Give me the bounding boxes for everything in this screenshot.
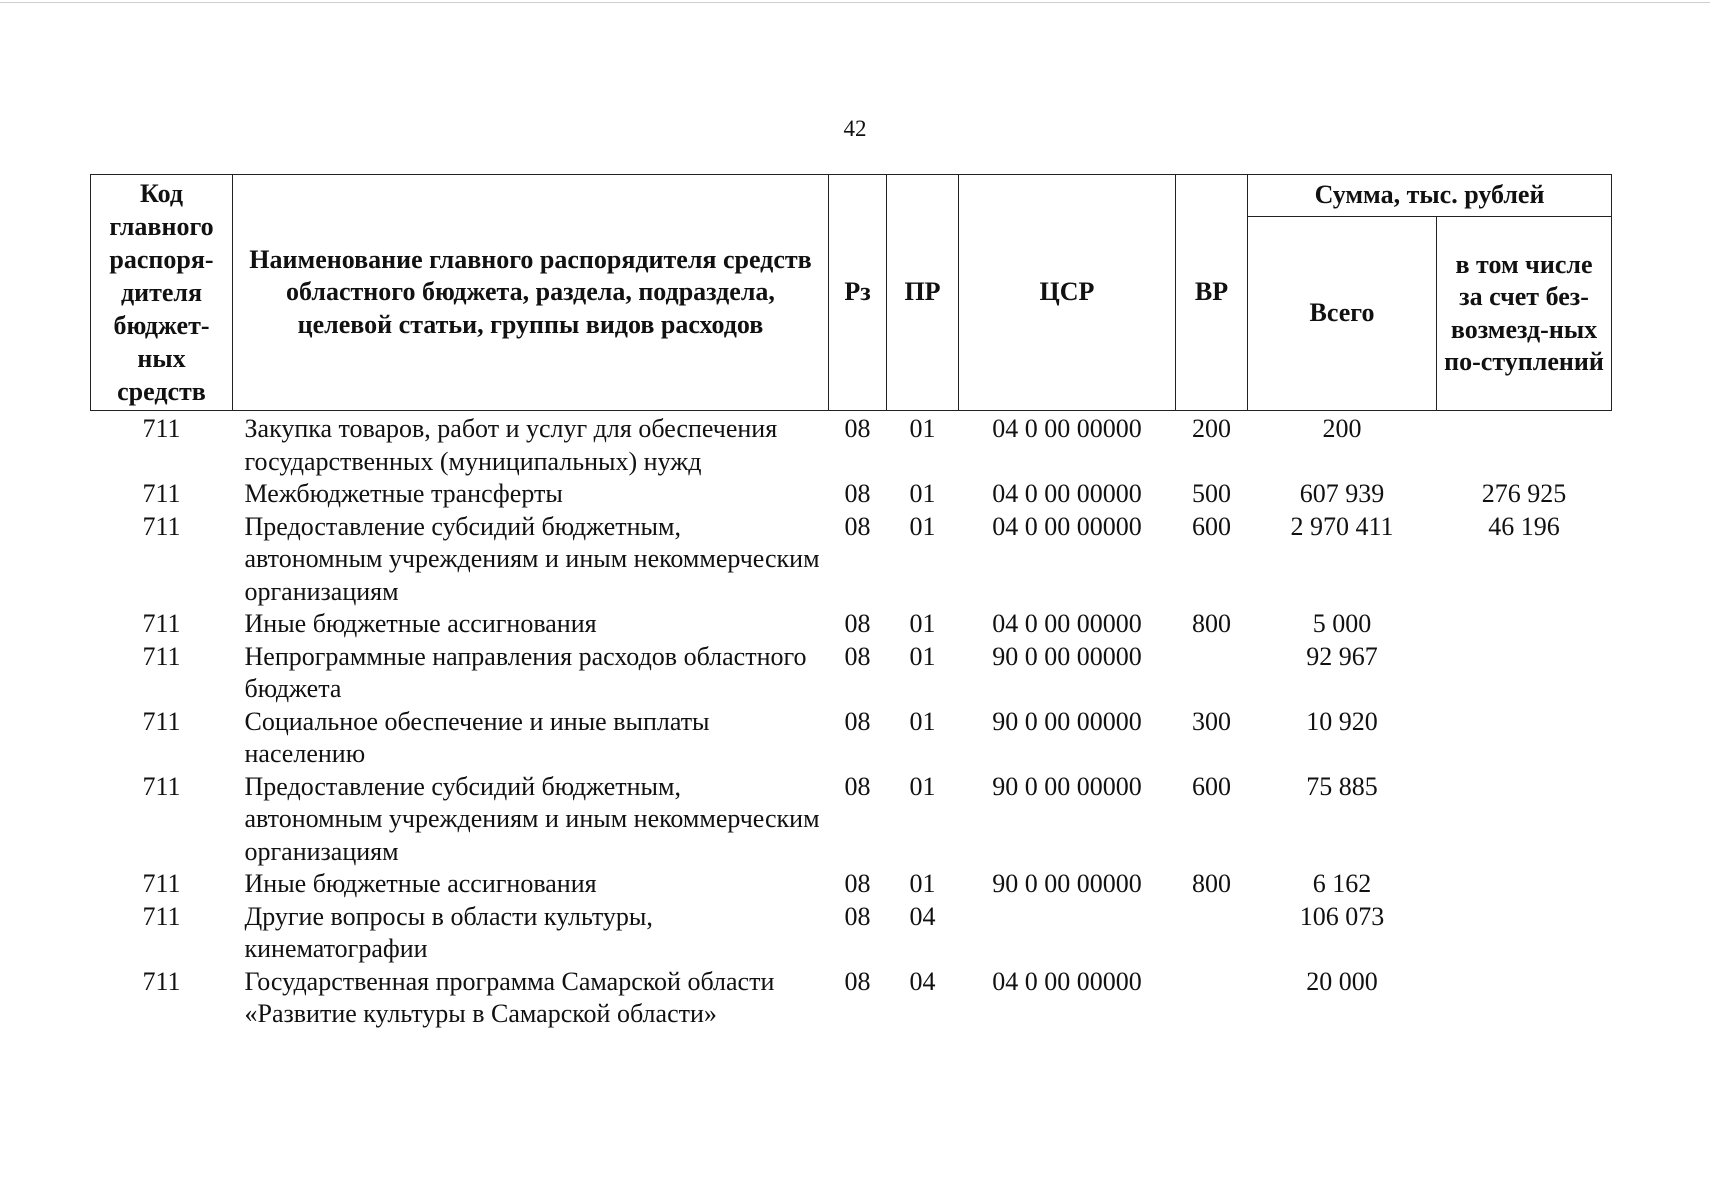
cell-csr: 90 0 00 00000 [992, 641, 1142, 671]
cell-rz: 08 [844, 901, 871, 931]
cell-grants: 276 925 [1481, 479, 1567, 509]
cell-csr: 90 0 00 00000 [992, 706, 1142, 736]
cell-csr: 04 0 00 00000 [992, 479, 1142, 509]
table-body [91, 411, 1612, 1031]
table-row [91, 411, 1612, 479]
cell-pr: 04 [909, 966, 936, 996]
cell-rz: 08 [844, 966, 871, 996]
cell-csr [959, 901, 1176, 966]
cell-rz: 08 [844, 869, 871, 899]
cell-vr: 800 [1192, 869, 1231, 899]
cell-code: 711 [142, 511, 181, 541]
cell-total: 75 885 [1306, 771, 1378, 801]
cell-name: Предоставление субсидий бюджетным, автономным учреждениям и иным некоммерческим организациям [244, 771, 820, 866]
cell-total: 106 073 [1299, 901, 1385, 931]
table-row [91, 966, 1612, 1031]
cell-vr: 600 [1192, 771, 1231, 801]
table-row [91, 868, 1612, 901]
cell-grants [1437, 608, 1612, 641]
table-row [91, 608, 1612, 641]
cell-name: Другие вопросы в области культуры, кинематографии [244, 901, 653, 964]
cell-pr: 01 [909, 479, 936, 509]
cell-rz: 08 [844, 414, 871, 444]
cell-vr [1176, 641, 1248, 706]
cell-grants [1437, 868, 1612, 901]
table-row [91, 706, 1612, 771]
cell-name: Непрограммные направления расходов областного бюджета [244, 641, 807, 704]
header-code: Код главного распоря-дителя бюджет-ных средств [91, 175, 233, 411]
cell-rz: 08 [844, 641, 871, 671]
cell-total: 92 967 [1306, 641, 1378, 671]
cell-pr: 01 [909, 609, 936, 639]
cell-total: 20 000 [1306, 966, 1378, 996]
cell-rz: 08 [844, 706, 871, 736]
cell-grants [1437, 771, 1612, 869]
cell-vr: 800 [1192, 609, 1231, 639]
cell-pr: 01 [909, 706, 936, 736]
cell-code: 711 [142, 966, 181, 996]
header-vr: ВР [1176, 175, 1248, 411]
table-row [91, 771, 1612, 869]
table-header [91, 175, 1612, 411]
cell-code: 711 [142, 706, 181, 736]
cell-csr: 04 0 00 00000 [992, 414, 1142, 444]
table-row [91, 478, 1612, 511]
cell-rz: 08 [844, 771, 871, 801]
cell-grants [1437, 706, 1612, 771]
cell-csr: 90 0 00 00000 [992, 869, 1142, 899]
budget-table-container [90, 174, 1611, 1031]
cell-code: 711 [142, 869, 181, 899]
cell-grants [1437, 901, 1612, 966]
cell-vr: 600 [1192, 511, 1231, 541]
cell-pr: 01 [909, 869, 936, 899]
cell-rz: 08 [844, 609, 871, 639]
cell-total: 5 000 [1312, 609, 1372, 639]
cell-csr: 04 0 00 00000 [992, 966, 1142, 996]
cell-vr: 300 [1192, 706, 1231, 736]
cell-code: 711 [142, 609, 181, 639]
header-csr: ЦСР [959, 175, 1176, 411]
cell-total: 2 970 411 [1290, 511, 1394, 541]
page-number: 42 [843, 116, 867, 141]
cell-vr: 200 [1192, 414, 1231, 444]
cell-name: Межбюджетные трансферты [244, 479, 563, 509]
cell-name: Предоставление субсидий бюджетным, автономным учреждениям и иным некоммерческим организациям [244, 511, 820, 606]
cell-csr: 04 0 00 00000 [992, 609, 1142, 639]
cell-grants: 46 196 [1488, 511, 1560, 541]
cell-name: Государственная программа Самарской области «Развитие культуры в Самарской области» [244, 966, 775, 1029]
cell-vr [1176, 901, 1248, 966]
cell-total: 6 162 [1312, 869, 1372, 899]
cell-code: 711 [142, 641, 181, 671]
cell-code: 711 [142, 479, 181, 509]
header-total: Всего [1248, 217, 1437, 411]
cell-pr: 04 [909, 901, 936, 931]
cell-pr: 01 [909, 414, 936, 444]
cell-pr: 01 [909, 771, 936, 801]
cell-total: 607 939 [1299, 479, 1385, 509]
cell-grants [1437, 411, 1612, 479]
header-name: Наименование главного распорядителя средств областного бюджета, раздела, подраздела, целевой статьи, группы видов расходов [233, 175, 829, 411]
cell-rz: 08 [844, 511, 871, 541]
table-row [91, 901, 1612, 966]
cell-pr: 01 [909, 511, 936, 541]
header-rz: Рз [829, 175, 887, 411]
cell-vr: 500 [1192, 479, 1231, 509]
cell-grants [1437, 641, 1612, 706]
header-pr: ПР [887, 175, 959, 411]
cell-total: 200 [1322, 414, 1362, 444]
cell-pr: 01 [909, 641, 936, 671]
cell-name: Иные бюджетные ассигнования [244, 609, 597, 639]
cell-code: 711 [142, 414, 181, 444]
table-row [91, 641, 1612, 706]
scan-edge-line [0, 2, 1710, 3]
cell-name: Иные бюджетные ассигнования [244, 869, 597, 899]
cell-code: 711 [142, 771, 181, 801]
cell-grants [1437, 966, 1612, 1031]
cell-csr: 04 0 00 00000 [992, 511, 1142, 541]
cell-csr: 90 0 00 00000 [992, 771, 1142, 801]
header-grants: в том числе за счет без-возмезд-ных по-ступлений [1437, 217, 1612, 411]
budget-table [90, 174, 1612, 1031]
header-sum: Сумма, тыс. рублей [1248, 175, 1612, 217]
table-row [91, 511, 1612, 609]
cell-vr [1176, 966, 1248, 1031]
cell-name: Закупка товаров, работ и услуг для обеспечения государственных (муниципальных) нужд [244, 414, 778, 476]
cell-name: Социальное обеспечение и иные выплаты населению [244, 706, 710, 769]
cell-rz: 08 [844, 479, 871, 509]
cell-code: 711 [142, 901, 181, 931]
cell-total: 10 920 [1306, 706, 1378, 736]
